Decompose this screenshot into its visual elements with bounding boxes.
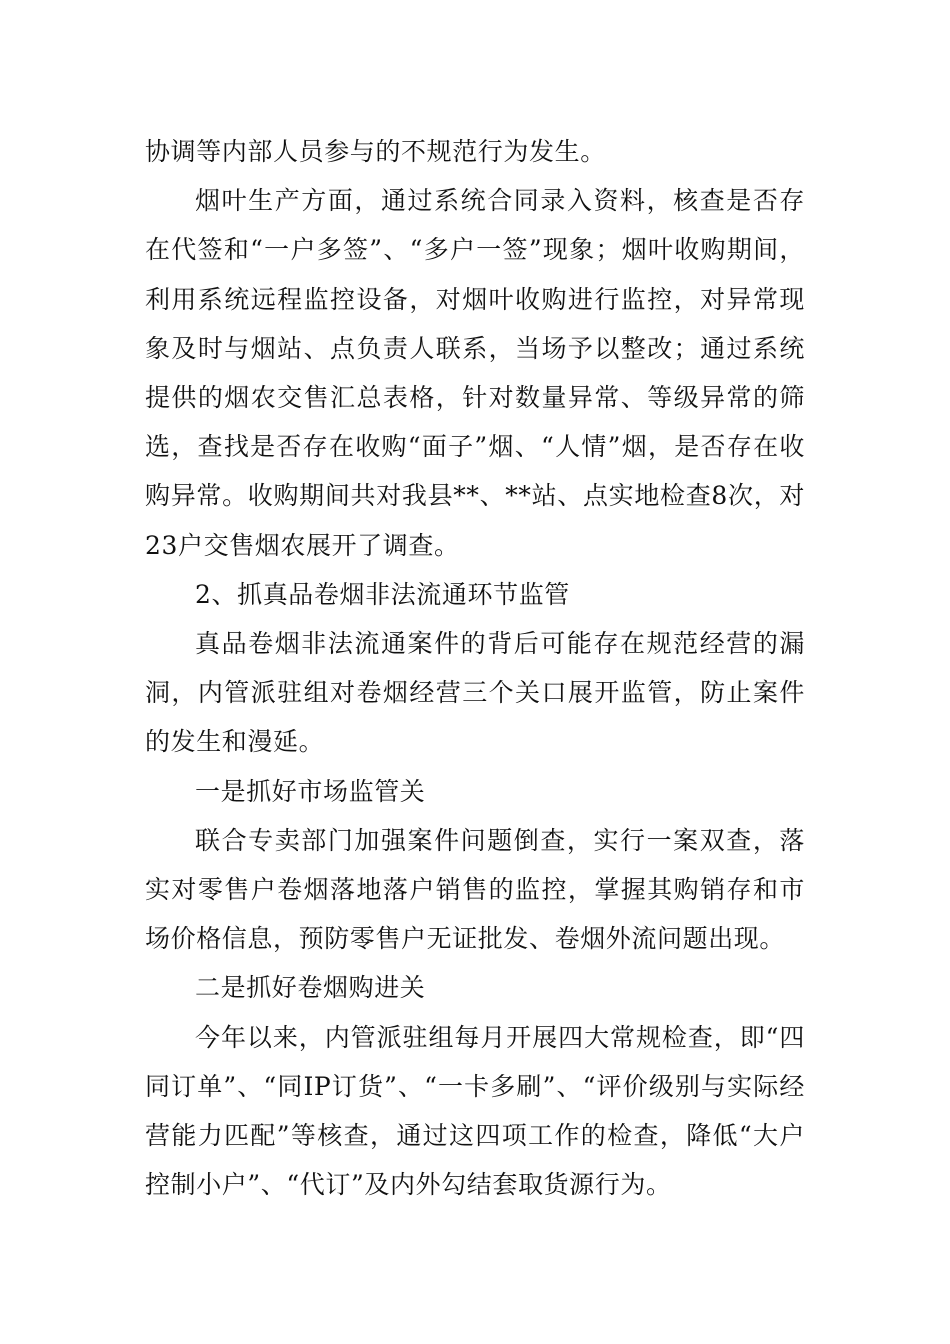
- paragraph-4: 联合专卖部门加强案件问题倒查，实行一案双查，落实对零售户卷烟落地落户销售的监控，掌握其购销存和市场价格信息，预防零售户无证批发、卷烟外流问题出现。: [145, 825, 805, 954]
- subheading-cigarette-purchase: 二是抓好卷烟购进关: [195, 973, 426, 1003]
- section-heading-2: 2、抓真品卷烟非法流通环节监管: [195, 579, 570, 609]
- subheading-market-supervision: 一是抓好市场监管关: [195, 776, 426, 806]
- paragraph-3: 真品卷烟非法流通案件的背后可能存在规范经营的漏洞，内管派驻组对卷烟经营三个关口展开监管，防止案件的发生和漫延。: [145, 629, 805, 757]
- document-body: [145, 127, 805, 1209]
- paragraph-2: 烟叶生产方面，通过系统合同录入资料，核查是否存在代签和“一户多签”、“多户一签”现象；烟叶收购期间，利用系统远程监控设备，对烟叶收购进行监控，对异常现象及时与烟站、点负责人联系，当场予以整改；通过系统提供的烟农交售汇总表格，针对数量异常、等级异常的筛选，查找是否存在收购“面子”烟、“人情”烟，是否存在收购异常。收购期间共对我县**、**站、点实地检查8次，对23户交售烟农展开了调查。: [145, 186, 805, 560]
- paragraph-5: 今年以来，内管派驻组每月开展四大常规检查，即“四同订单”、“同IP订货”、“一卡多刷”、“评价级别与实际经营能力匹配”等核查，通过这四项工作的检查，降低“大户控制小户”、“代订”及内外勾结套取货源行为。: [145, 1022, 805, 1200]
- paragraph-1: 协调等内部人员参与的不规范行为发生。: [145, 137, 606, 166]
